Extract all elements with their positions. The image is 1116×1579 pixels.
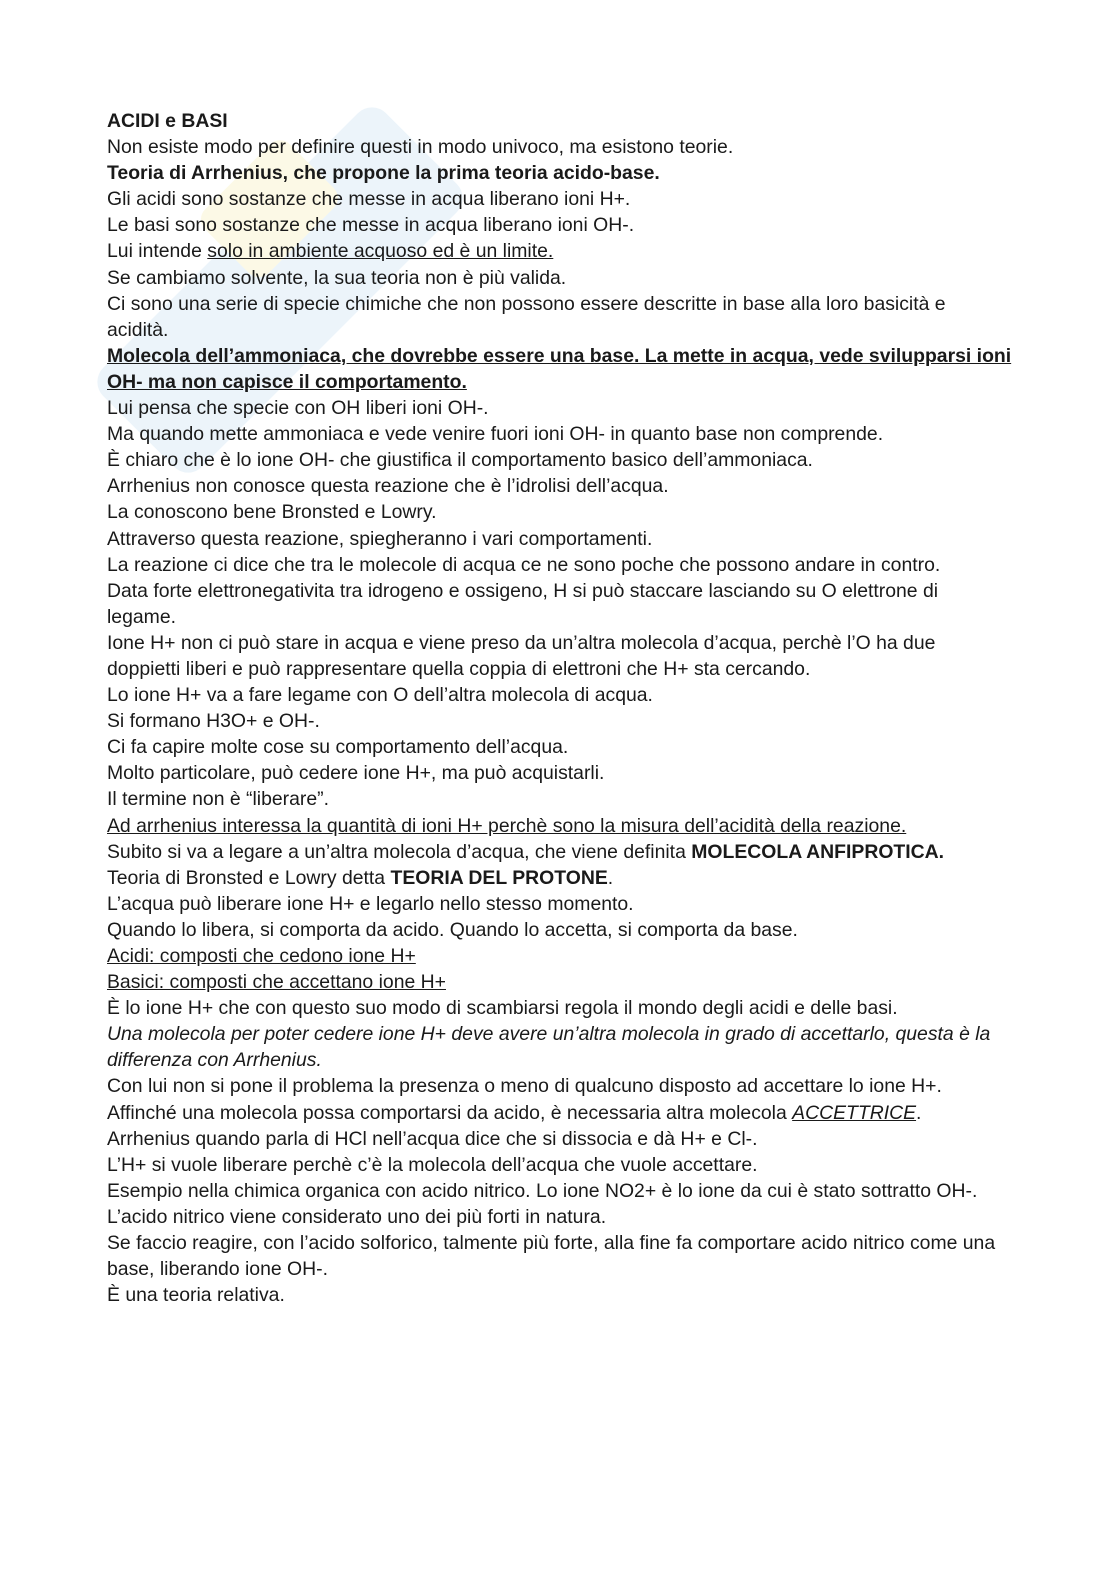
paragraph: Se faccio reagire, con l’acido solforico, talmente più forte, alla fine fa comportare acido nitrico come una base, liberando ione OH-. [107,1232,996,1281]
paragraph: La conoscono bene Bronsted e Lowry. [107,501,437,524]
paragraph: Se cambiamo solvente, la sua teoria non è più valida. [107,266,567,289]
paragraph: Lo ione H+ va a fare legame con O dell’altra molecola di acqua. [107,684,653,707]
paragraph: L’acqua può liberare ione H+ e legarlo nello stesso momento. [107,892,634,915]
paragraph: Ione H+ non ci può stare in acqua e viene preso da un’altra molecola d’acqua, perchè l’O ha due doppietti liberi e può rappresentare quella coppia di elettroni che H+ sta cercando. [107,631,936,680]
paragraph: Gli acidi sono sostanze che messe in acqua liberano ioni H+. [107,188,631,211]
paragraph: Quando lo libera, si comporta da acido. Quando lo accetta, si comporta da base. [107,918,798,941]
paragraph: Si formano H3O+ e OH-. [107,710,320,733]
paragraph [107,1100,1012,1126]
paragraph: Arrhenius quando parla di HCl nell’acqua dice che si dissocia e dà H+ e Cl-. [107,1127,758,1150]
paragraph [107,238,1012,264]
bold-term: TEORIA DEL PROTONE [390,866,608,889]
italic-paragraph: Una molecola per poter cedere ione H+ deve avere un’altra molecola in grado di accettarlo, questa è la differenza con Arrhenius. [107,1023,991,1072]
document-page [107,108,1012,1308]
italic-underlined-term: ACCETTRICE [792,1101,917,1124]
paragraph: È lo ione H+ che con questo suo modo di scambiarsi regola il mondo degli acidi e delle basi. [107,997,898,1020]
paragraph: Lui pensa che specie con OH liberi ioni OH-. [107,397,489,420]
paragraph: Attraverso questa reazione, spiegheranno i vari comportamenti. [107,527,653,550]
text-span: Lui intende [107,240,208,263]
definition-acidi: Acidi: composti che cedono ione H+ [107,945,416,967]
paragraph: Non esiste modo per definire questi in modo univoco, ma esistono teorie. [107,136,734,159]
paragraph: Esempio nella chimica organica con acido nitrico. Lo ione NO2+ è lo ione da cui è stato sottratto OH-. L’acido nitrico viene considerato uno dei più forti in natura. [107,1179,978,1228]
underlined-paragraph: Ad arrhenius interessa la quantità di ioni H+ perchè sono la misura dell’acidità della reazione. [107,814,907,837]
paragraph: Ma quando mette ammoniaca e vede venire fuori ioni OH- in quanto base non comprende. [107,423,884,446]
paragraph: Ci fa capire molte cose su comportamento dell’acqua. [107,736,569,759]
paragraph: Ci sono una serie di specie chimiche che non possono essere descritte in base alla loro basicità e acidità. [107,292,946,341]
bold-term: MOLECOLA ANFIPROTICA. [691,840,945,863]
section-heading-ammonia: Molecola dell’ammoniaca, che dovrebbe essere una base. La mette in acqua, vede svilupparsi ioni OH- ma non capisce il comportamento. [107,344,1012,393]
definition-basici: Basici: composti che accettano ione H+ [107,971,446,994]
paragraph: Il termine non è “liberare”. [107,788,330,811]
paragraph: Data forte elettronegativita tra idrogeno e ossigeno, H si può staccare lasciando su O elettrone di legame. [107,579,939,628]
paragraph [107,839,1012,865]
text-span: Teoria di Bronsted e Lowry detta [107,866,391,889]
text-span: . [607,866,614,889]
section-heading-arrhenius: Teoria di Arrhenius, che propone la prima teoria acido-base. [107,162,660,185]
text-span: . [916,1101,922,1124]
paragraph [107,865,1012,891]
paragraph: Le basi sono sostanze che messe in acqua liberano ioni OH-. [107,214,635,237]
paragraph: È una teoria relativa. [107,1284,285,1307]
underlined-text: solo in ambiente acquoso ed è un limite. [207,240,554,263]
document-title: ACIDI e BASI [107,110,228,132]
paragraph: Arrhenius non conosce questa reazione che è l’idrolisi dell’acqua. [107,475,669,498]
paragraph: La reazione ci dice che tra le molecole di acqua ce ne sono poche che possono andare in contro. [107,553,941,576]
text-span: Subito si va a legare a un’altra molecola d’acqua, che viene definita [107,840,692,863]
paragraph: Molto particolare, può cedere ione H+, ma può acquistarli. [107,762,605,785]
paragraph: È chiaro che è lo ione OH- che giustifica il comportamento basico dell’ammoniaca. [107,449,813,472]
paragraph: L’H+ si vuole liberare perchè c’è la molecola dell’acqua che vuole accettare. [107,1153,758,1176]
paragraph: Con lui non si pone il problema la presenza o meno di qualcuno disposto ad accettare lo ione H+. [107,1075,942,1098]
text-span: Affinché una molecola possa comportarsi da acido, è necessaria altra molecola [107,1101,793,1124]
